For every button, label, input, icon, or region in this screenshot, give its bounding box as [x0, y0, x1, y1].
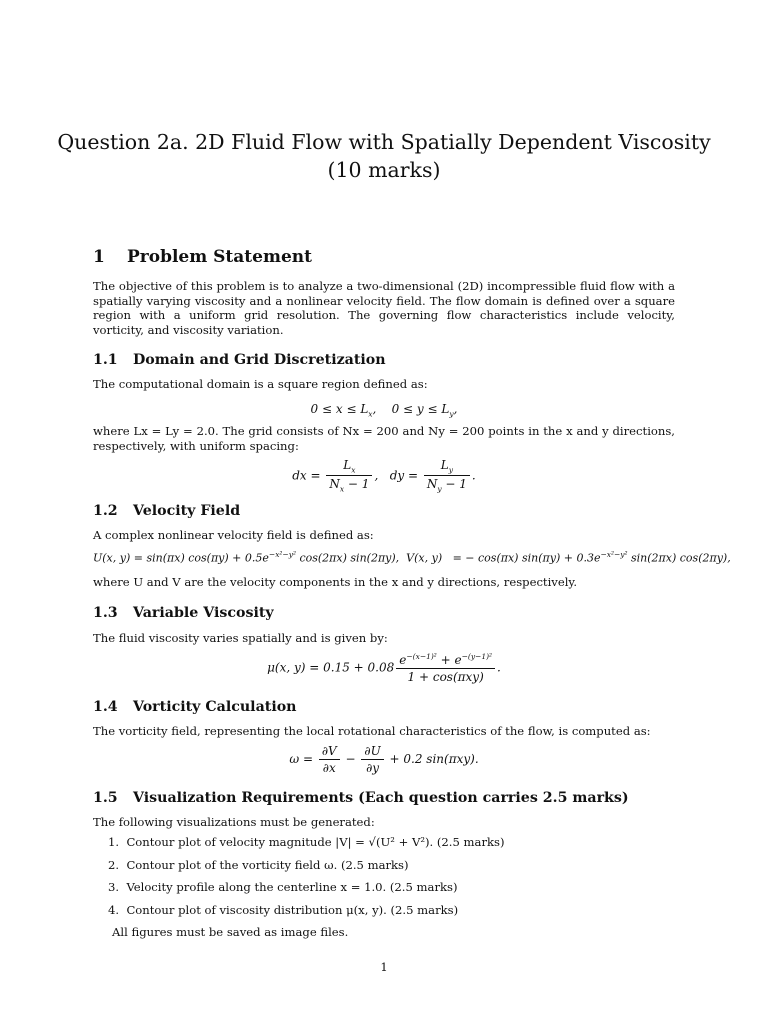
title-line-2: (10 marks) — [327, 158, 441, 182]
section-title: Variable Viscosity — [133, 605, 274, 621]
list-item: 4. Contour plot of viscosity distribution μ(x, y). (2.5 marks) — [108, 903, 459, 917]
section-title: Domain and Grid Discretization — [133, 352, 386, 368]
section-1-1-heading — [93, 352, 386, 368]
section-title: Vorticity Calculation — [133, 699, 297, 715]
section-number: 1.4 — [93, 699, 118, 715]
section-1-4-heading — [93, 699, 296, 715]
section-title: Problem Statement — [127, 247, 312, 267]
list-item-text: Contour plot of velocity magnitude |V| = √(U² + V²). (2.5 marks) — [126, 835, 505, 849]
section-1-2-heading — [93, 503, 240, 519]
velocity-equation: U(x, y) = sin(πx) $\cos(\pi y) + 0.5e^{-x^2-y^2}$ cos(2πx) sin(2πy), V(x, y) = − cos(πx) $\sin(\pi y) + 0.3e^{-x^2-y^2}$ sin(2πx) cos(2πy), — [93, 550, 731, 565]
vorticity-equation: ω = $\frac{\partial V}{\partial x}$ − $\frac{\partial U}{\partial y}$ + 0.2 sin(πxy). — [289, 744, 479, 775]
section-title: Velocity Field — [133, 503, 241, 519]
section-1-heading — [93, 247, 312, 267]
list-item: 3. Velocity profile along the centerline x = 1.0. (2.5 marks) — [108, 880, 458, 894]
document-title — [0, 128, 768, 184]
section-number: 1 — [93, 247, 105, 267]
list-item-text: Velocity profile along the centerline x = 1.0. (2.5 marks) — [126, 880, 458, 894]
section-number: 1.2 — [93, 503, 118, 519]
page-number: 1 — [380, 960, 388, 974]
section-1-5-intro: The following visualizations must be generated: — [93, 815, 375, 829]
section-1-3-heading — [93, 605, 274, 621]
section-1-5-heading — [93, 790, 629, 806]
figures-note: All figures must be saved as image files. — [112, 925, 349, 939]
list-item: 1. Contour plot of velocity magnitude |V| = √(U² + V²). (2.5 marks) — [108, 835, 505, 849]
section-number: 1.3 — [93, 605, 118, 621]
section-number: 1.5 — [93, 790, 118, 806]
list-item: 2. Contour plot of the vorticity field ω. (2.5 marks) — [108, 858, 409, 872]
section-1-1-intro: The computational domain is a square region defined as: — [93, 377, 428, 391]
section-1-3-intro: The fluid viscosity varies spatially and is given by: — [93, 631, 388, 645]
section-1-4-intro: The vorticity field, representing the local rotational characteristics of the flow, is computed as: — [93, 724, 651, 738]
domain-equation: $0 \le x \le L_x$, $0 \le y \le L_y$, — [310, 402, 458, 419]
list-item-text: Contour plot of viscosity distribution μ(x, y). (2.5 marks) — [126, 903, 459, 917]
section-title: Visualization Requirements (Each question carries 2.5 marks) — [133, 790, 629, 806]
section-1-2-after: where U and V are the velocity components in the x and y directions, respectively. — [93, 575, 578, 589]
spacing-equation: dx = $\frac{L_x}{N_x - 1}$ , dy = $\frac{L_y}{N_y - 1}$ . — [292, 458, 476, 494]
section-1-text: The objective of this problem is to analyze a two-dimensional (2D) incompressible fluid flow with a spatially varying viscosity and a nonlinear velocity field. The flow domain is defined over a square region with a uniform grid resolution. The governing flow characteristics include velocity, vorticity, and viscosity variation. — [93, 279, 675, 337]
title-line-1: Question 2a. 2D Fluid Flow with Spatially Dependent Viscosity — [57, 130, 711, 154]
list-item-text: Contour plot of the vorticity field ω. (2.5 marks) — [126, 858, 409, 872]
section-1-2-intro: A complex nonlinear velocity field is defined as: — [93, 528, 374, 542]
section-1-1-grid-text: where Lx = Ly = 2.0. The grid consists of Nx = 200 and Ny = 200 points in the x and y directions, respectively, with uniform spacing: — [93, 424, 675, 453]
section-number: 1.1 — [93, 352, 118, 368]
viscosity-equation: μ(x, y) = 0.15 + 0.08 $\frac{e^{-(x-1)^2} + e^{-(y-1)^2}}{\text{1 + cos(πxy)}}$ . — [267, 652, 501, 684]
